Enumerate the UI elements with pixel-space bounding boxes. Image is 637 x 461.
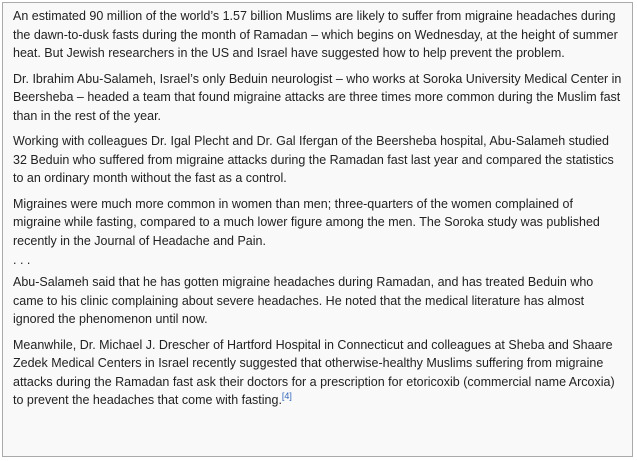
paragraph-1: An estimated 90 million of the world’s 1.57 billion Muslims are likely to suffer from migraine headaches during the dawn-to-dusk fasts during the month of Ramadan – which begins on Wednesday, at the height of summer heat. But Jewish researchers in the US and Israel have suggested how to help prevent the problem. (13, 9, 618, 60)
reference-link[interactable]: [4] (281, 390, 292, 401)
paragraph-4: Migraines were much more common in women than men; three-quarters of the women complained of migraine while fasting, compared to a much lower figure among the men. The Soroka study was published recently in the Journal of Headache and Pain. (13, 196, 600, 248)
paragraph-3: Working with colleagues Dr. Igal Plecht and Dr. Gal Ifergan of the Beersheba hospital, Abu-Salameh studied 32 Beduin who suffered from migraine attacks during the Ramadan fast last year and compared the statistics to an ordinary month without the fast as a control. (13, 134, 614, 185)
ellipsis: . . . (13, 253, 31, 267)
paragraph-6-text: Meanwhile, Dr. Michael J. Drescher of Hartford Hospital in Connecticut and colleagues at Sheba and Shaare Zedek Medical Centers in Israel recently suggested that otherwise-healthy Muslims suffering from migraine attacks during the Ramadan fast ask their doctors for a prescription for etoricoxib (commercial name Arcoxia) to prevent the headaches that come with fasting. (13, 337, 615, 407)
paragraph-5: Abu-Salameh said that he has gotten migraine headaches during Ramadan, and has treated Beduin who came to his clinic complaining about severe headaches. He noted that the medical literature has almost ignored the phenomenon until now. (13, 275, 594, 326)
paragraph-6 (13, 336, 622, 410)
quote-box (2, 2, 633, 457)
paragraph-2: Dr. Ibrahim Abu-Salameh, Israel’s only Beduin neurologist – who works at Soroka University Medical Center in Beersheba – headed a team that found migraine attacks are three times more common during the Muslim fast than in the rest of the year. (13, 71, 622, 123)
